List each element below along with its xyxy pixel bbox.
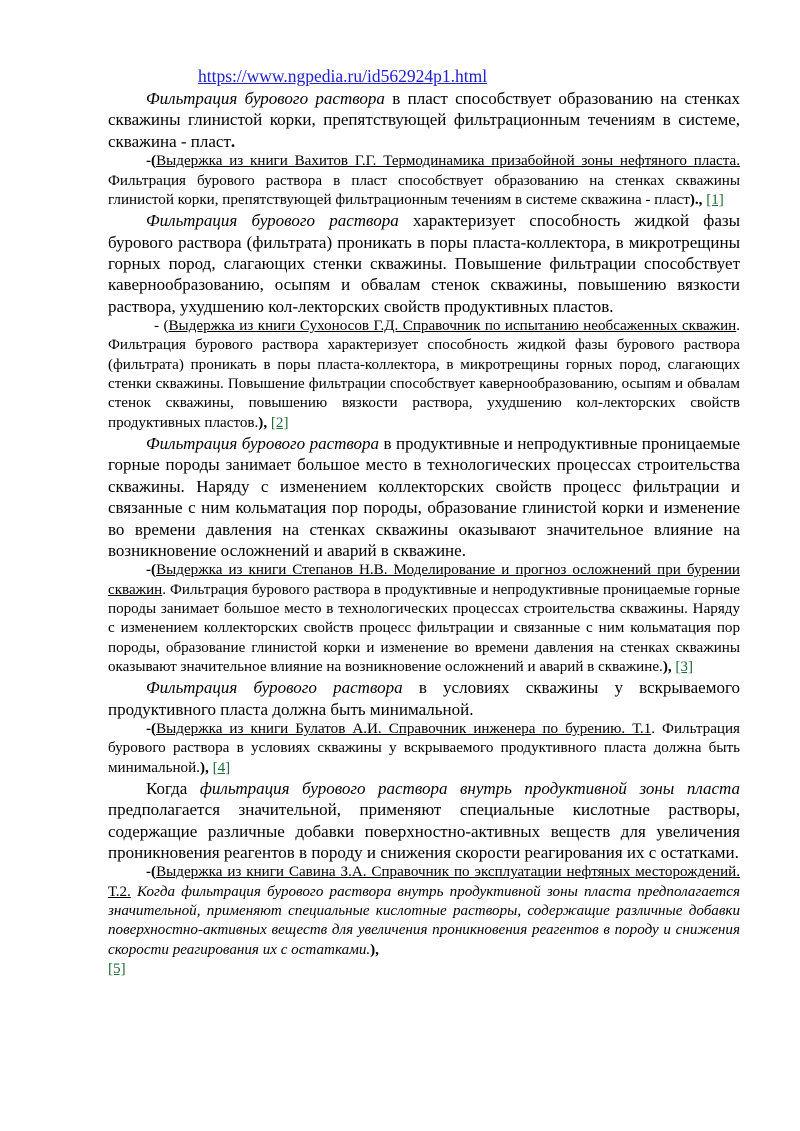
paragraph-text: в продуктивные и непродуктивные проницаемые горные породы занимает большое место в технологических процессах строительства скважины. Наряду с изменением коллекторских свойств процесс фильтрации и связанные с ним кольматация пор породы, образование глинистой корки и изменение во времени давления на стенках скважины оказывают значительное влияние на возникновение осложнений и аварий в скважине. (108, 433, 741, 560)
quote-source: Выдержка из книги Булатов А.И. Справочник инженера по бурению. Т.1 (156, 720, 652, 737)
paragraph-quote-3 (108, 561, 740, 677)
quote-text: . Фильтрация бурового раствора в продуктивные и непродуктивные проницаемые горные породы занимает большое место в технологических процессах строительства скважины. Наряду с изменением коллекторских свойств процесс фильтрации и связанные с ним кольматация пор породы, образование глинистой корки и изменение во времени давления на стенках скважины оказывают значительное влияние на возникновение осложнений и аварий в скважине. (108, 581, 740, 675)
paragraph-tail: . (230, 131, 236, 151)
quote-opener: -( (146, 720, 157, 737)
reference-marker[interactable]: [4] (212, 759, 231, 776)
quote-source: Выдержка из книги Савина З.А. Справочник по эксплуатации нефтяных месторождений. Т.2. (108, 864, 740, 900)
quote-closer: ), (258, 414, 268, 431)
quote-closer: )., (689, 191, 703, 208)
reference-marker[interactable]: [3] (675, 658, 694, 675)
quote-text: . Фильтрация бурового раствора характеризует способность жидкой фазы бурового раствора (фильтрата) проникать в поры пласта-коллектора, в микротрещины горных пород, слагающих стенки скважины. Повышение фильтрации способствует кавернообразованию, осыпям и обвалам стенок скважины, повышению вязкости раствора, ухудшению кол-лекторских свойств продуктивных пластов. (108, 318, 741, 431)
quote-source: Выдержка из книги Степанов Н.В. Моделирование и прогноз осложнений при бурении скважин (108, 562, 740, 598)
quote-closer: ), (199, 759, 209, 776)
quote-closer: ), (370, 941, 379, 958)
paragraph-quote-5 (108, 863, 740, 979)
paragraph-text: предполагается значительной, применяют специальные кислотные растворы, содержащие различные добавки поверхностно-активных веществ для увеличения проникновения реагентов в породу и снижения скорости реагирования их с остатками. (108, 800, 740, 863)
term-emphasis: фильтрация бурового раствора внутрь продуктивной зоны пласта (199, 778, 740, 798)
paragraph-body-2 (108, 210, 740, 317)
paragraph-text: в условиях скважины у вскрываемого продуктивного пласта должна быть минимальной. (108, 678, 741, 719)
term-emphasis: Фильтрация бурового раствора (146, 211, 399, 231)
reference-marker[interactable]: [5] (108, 960, 126, 977)
source-url-line (108, 64, 740, 88)
paragraph-lead: Когда (146, 778, 200, 798)
quote-opener: -( (146, 864, 157, 881)
paragraph-body-3 (108, 433, 740, 561)
quote-opener: -( (146, 153, 157, 170)
quote-text: Когда фильтрация бурового раствора внутрь продуктивной зоны пласта предполагается значительной, применяют специальные кислотные растворы, содержащие различные добавки поверхностно-активных веществ для увеличения проникновения реагентов в породу и снижения скорости реагирования их с остатками. (108, 883, 740, 958)
paragraph-quote-1 (108, 152, 740, 210)
document-content (108, 64, 740, 979)
term-emphasis: Фильтрация бурового раствора (146, 433, 380, 453)
reference-marker[interactable]: [2] (270, 414, 289, 431)
quote-source: Выдержка из книги Вахитов Г.Г. Термодинамика призабойной зоны нефтяного пласта. (156, 153, 740, 170)
quote-text: . Фильтрация бурового раствора в условиях скважины у вскрываемого продуктивного пласта должна быть минимальной. (108, 720, 740, 776)
reference-marker[interactable]: [1] (706, 191, 724, 208)
term-emphasis: Фильтрация бурового раствора (146, 89, 385, 108)
quote-closer: ), (662, 658, 672, 675)
quote-text: Фильтрация бурового раствора в пласт способствует образованию на стенках скважины глинистой корки, препятствующей фильтрационным течениям в системе скважина - пласт (108, 172, 740, 208)
paragraph-body-4 (108, 677, 740, 720)
quote-opener: - ( (154, 318, 169, 335)
paragraph-body-5 (108, 778, 740, 864)
term-emphasis: Фильтрация бурового раствора (146, 678, 403, 698)
paragraph-quote-2 (108, 317, 740, 433)
quote-opener: -( (146, 562, 157, 579)
paragraph-text: характеризует способность жидкой фазы бурового раствора (фильтрата) проникать в поры пласта-коллектора, в микротрещины горных пород, слагающих стенки скважины. Повышение фильтрации способствует кавернообразованию, осыпям и обвалам стенок скважины, повышению вязкости раствора, ухудшению кол-лекторских свойств продуктивных пластов. (108, 211, 741, 316)
source-url-link[interactable]: https://www.ngpedia.ru/id562924p1.html (198, 66, 488, 86)
quote-source: Выдержка из книги Сухоносов Г.Д. Справочник по испытанию необсаженных скважин (168, 318, 737, 335)
paragraph-text: в пласт способствует образованию на стенках скважины глинистой корки, препятствующей фильтрационным течениям в системе, скважина - пласт (108, 89, 740, 151)
paragraph-quote-4 (108, 720, 740, 778)
paragraph-body-1 (108, 88, 740, 152)
